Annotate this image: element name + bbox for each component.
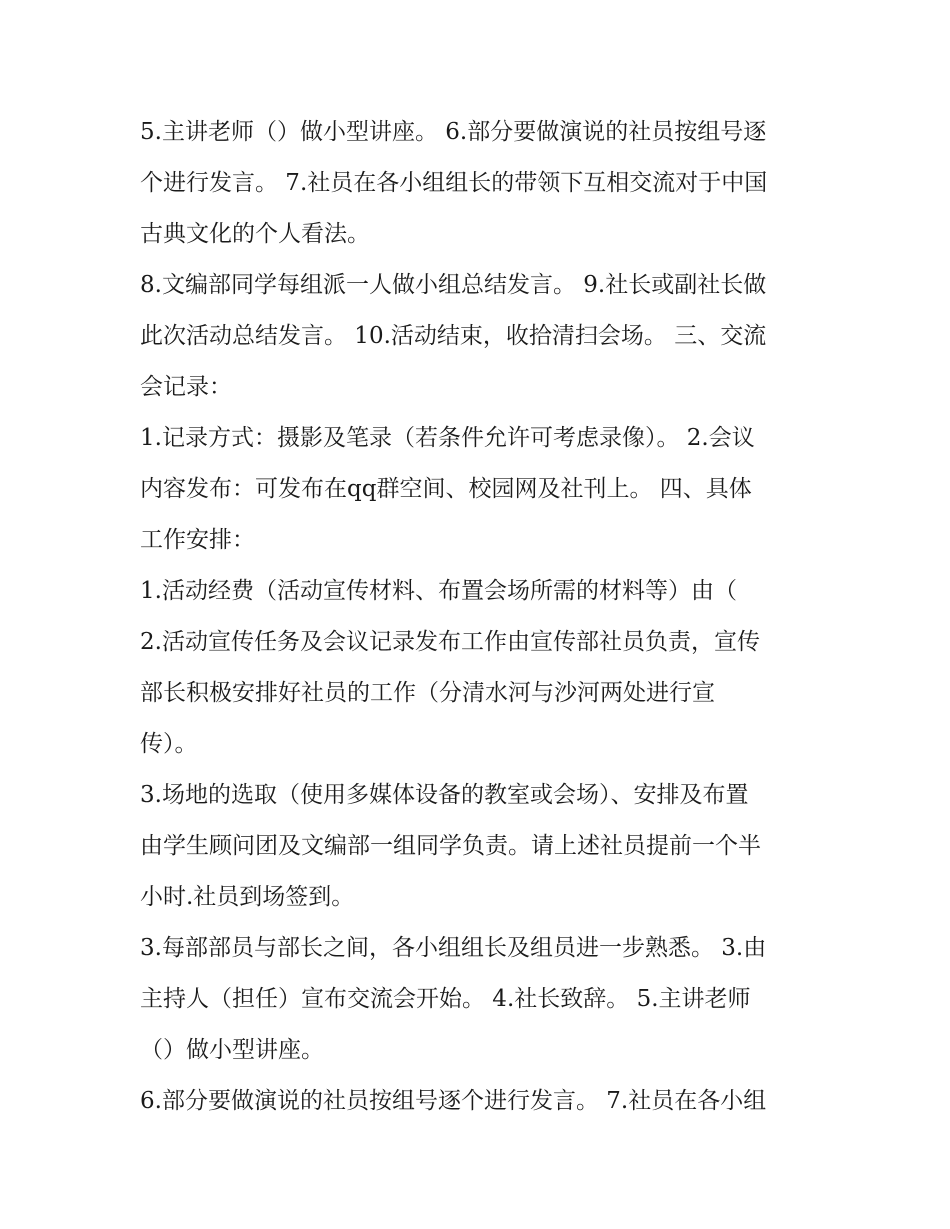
text-line: （）做小型讲座。	[140, 1037, 324, 1063]
text-line: 2.活动宣传任务及会议记录发布工作由宣传部社员负责，宣传	[140, 629, 760, 655]
text-line: 主持人（担任）宣布交流会开始。 4.社长致辞。 5.主讲老师	[140, 986, 751, 1012]
text-line: 8.文编部同学每组派一人做小组总结发言。 9.社长或副社长做	[140, 272, 767, 298]
text-line: 传）。	[140, 731, 198, 757]
document-body	[140, 107, 830, 1127]
text-line: 6.部分要做演说的社员按组号逐个进行发言。 7.社员在各小组	[140, 1088, 767, 1114]
text-line: 5.主讲老师（）做小型讲座。 6.部分要做演说的社员按组号逐	[140, 119, 767, 145]
text-line: 部长积极安排好社员的工作（分清水河与沙河两处进行宣	[140, 680, 715, 706]
text-line: 由学生顾问团及文编部一组同学负责。请上述社员提前一个半	[140, 833, 761, 859]
text-line: 3.场地的选取（使用多媒体设备的教室或会场）、安排及布置	[140, 782, 749, 808]
text-line: 此次活动总结发言。 10.活动结束，收拾清扫会场。 三、交流	[140, 323, 767, 349]
text-line: 1.活动经费（活动宣传材料、布置会场所需的材料等）由（	[140, 578, 737, 604]
text-line: 会记录：	[140, 374, 232, 400]
text-line: 3.每部部员与部长之间，各小组组长及组员进一步熟悉。 3.由	[140, 935, 767, 961]
text-line: 小时.社员到场签到。	[140, 884, 355, 910]
text-line: 内容发布：可发布在qq群空间、校园网及社刊上。 四、具体	[140, 476, 752, 502]
text-line: 个进行发言。 7.社员在各小组组长的带领下互相交流对于中国	[140, 170, 768, 196]
text-line: 工作安排：	[140, 527, 255, 553]
text-line: 古典文化的个人看法。	[140, 221, 370, 247]
text-line: 1.记录方式：摄影及笔录（若条件允许可考虑录像）。 2.会议	[140, 425, 755, 451]
